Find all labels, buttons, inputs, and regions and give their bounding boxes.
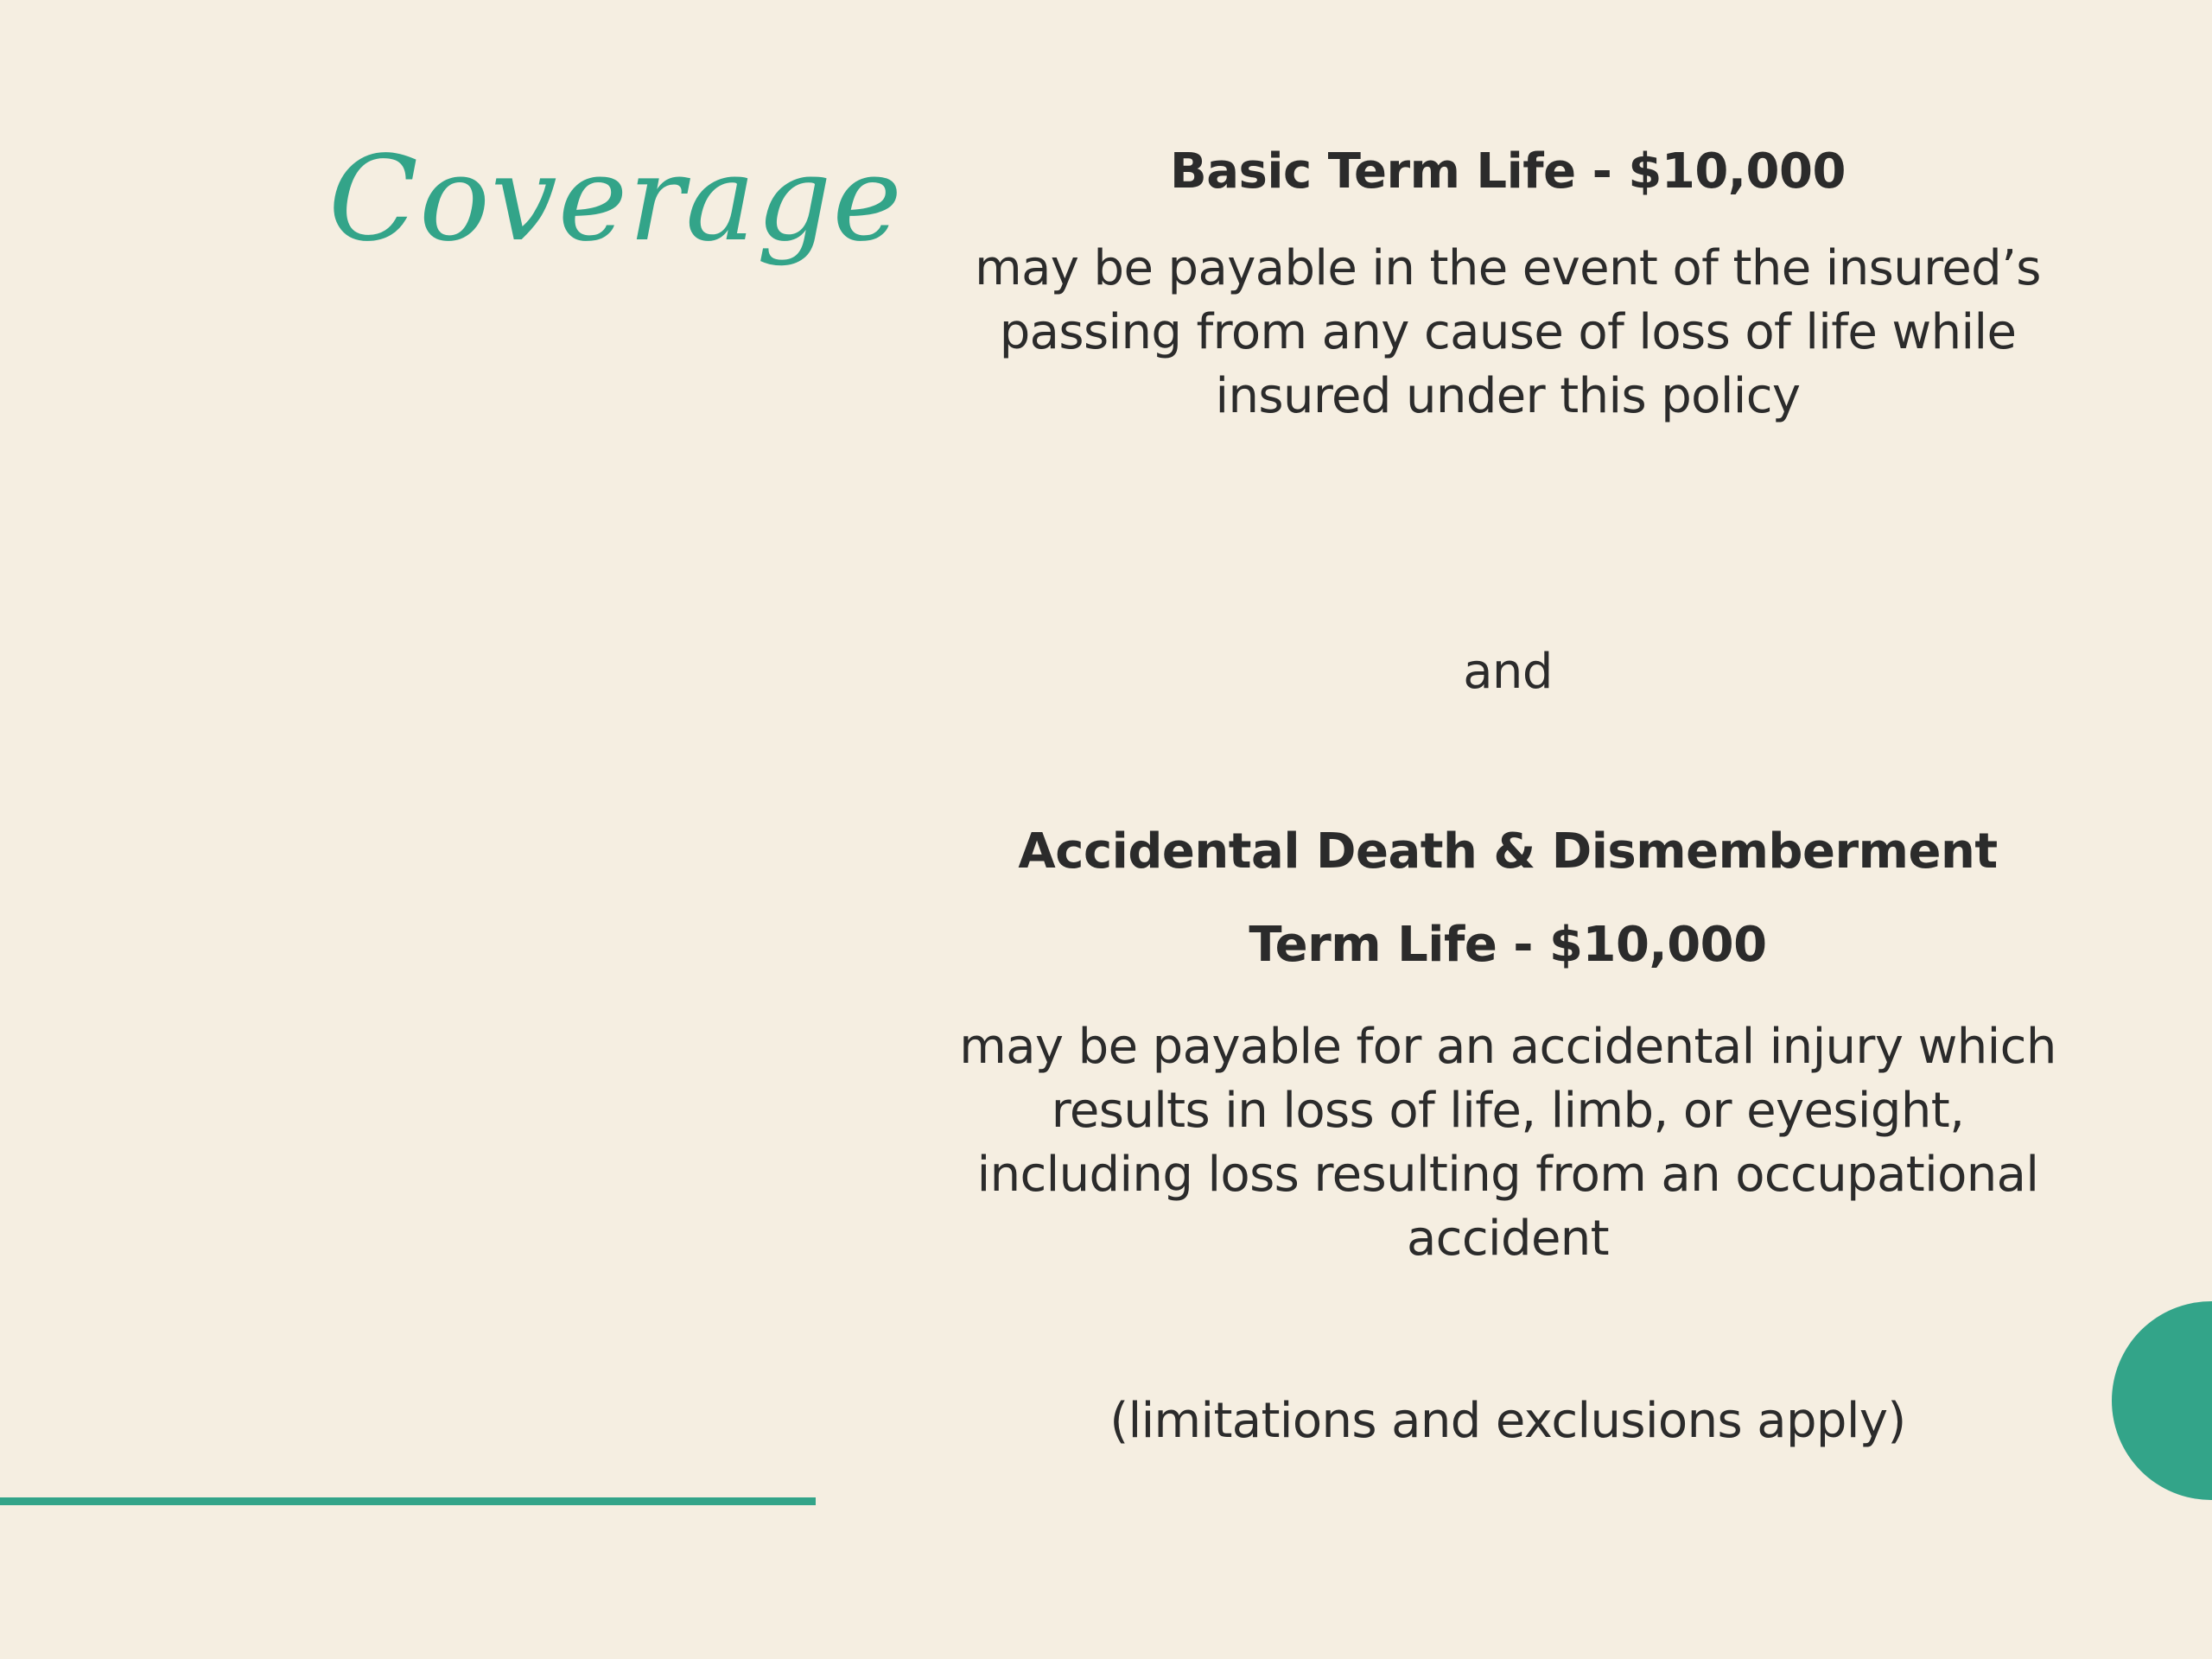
title-underline (0, 1497, 816, 1505)
basic-term-life-heading: Basic Term Life - $10,000 (1170, 143, 1846, 200)
disclaimer-text: (limitations and exclusions apply) (1109, 1393, 1906, 1449)
add-heading-line-2: Term Life - $10,000 (1249, 917, 1767, 973)
decorative-circle (2112, 1301, 2212, 1500)
add-description: may be payable for an accidental injury which results in loss of life, limb, or eyesight, including loss resulting from an occupational accident (959, 1019, 2056, 1267)
slide-title: Coverage (328, 131, 903, 268)
connector-text: and (1463, 644, 1553, 700)
add-heading-block (942, 823, 2074, 880)
connector-block (942, 640, 2074, 704)
add-description-block (959, 1015, 2056, 1271)
basic-term-life-description-block (968, 237, 2048, 429)
add-heading-line-1: Accidental Death & Dismemberment (1018, 823, 1998, 880)
disclaimer-block (942, 1389, 2074, 1453)
basic-term-life-description: may be payable in the event of the insured’s passing from any cause of loss of life while insured under this policy (975, 240, 2041, 424)
basic-term-life-section (942, 143, 2074, 200)
add-heading-block-2 (942, 916, 2074, 974)
